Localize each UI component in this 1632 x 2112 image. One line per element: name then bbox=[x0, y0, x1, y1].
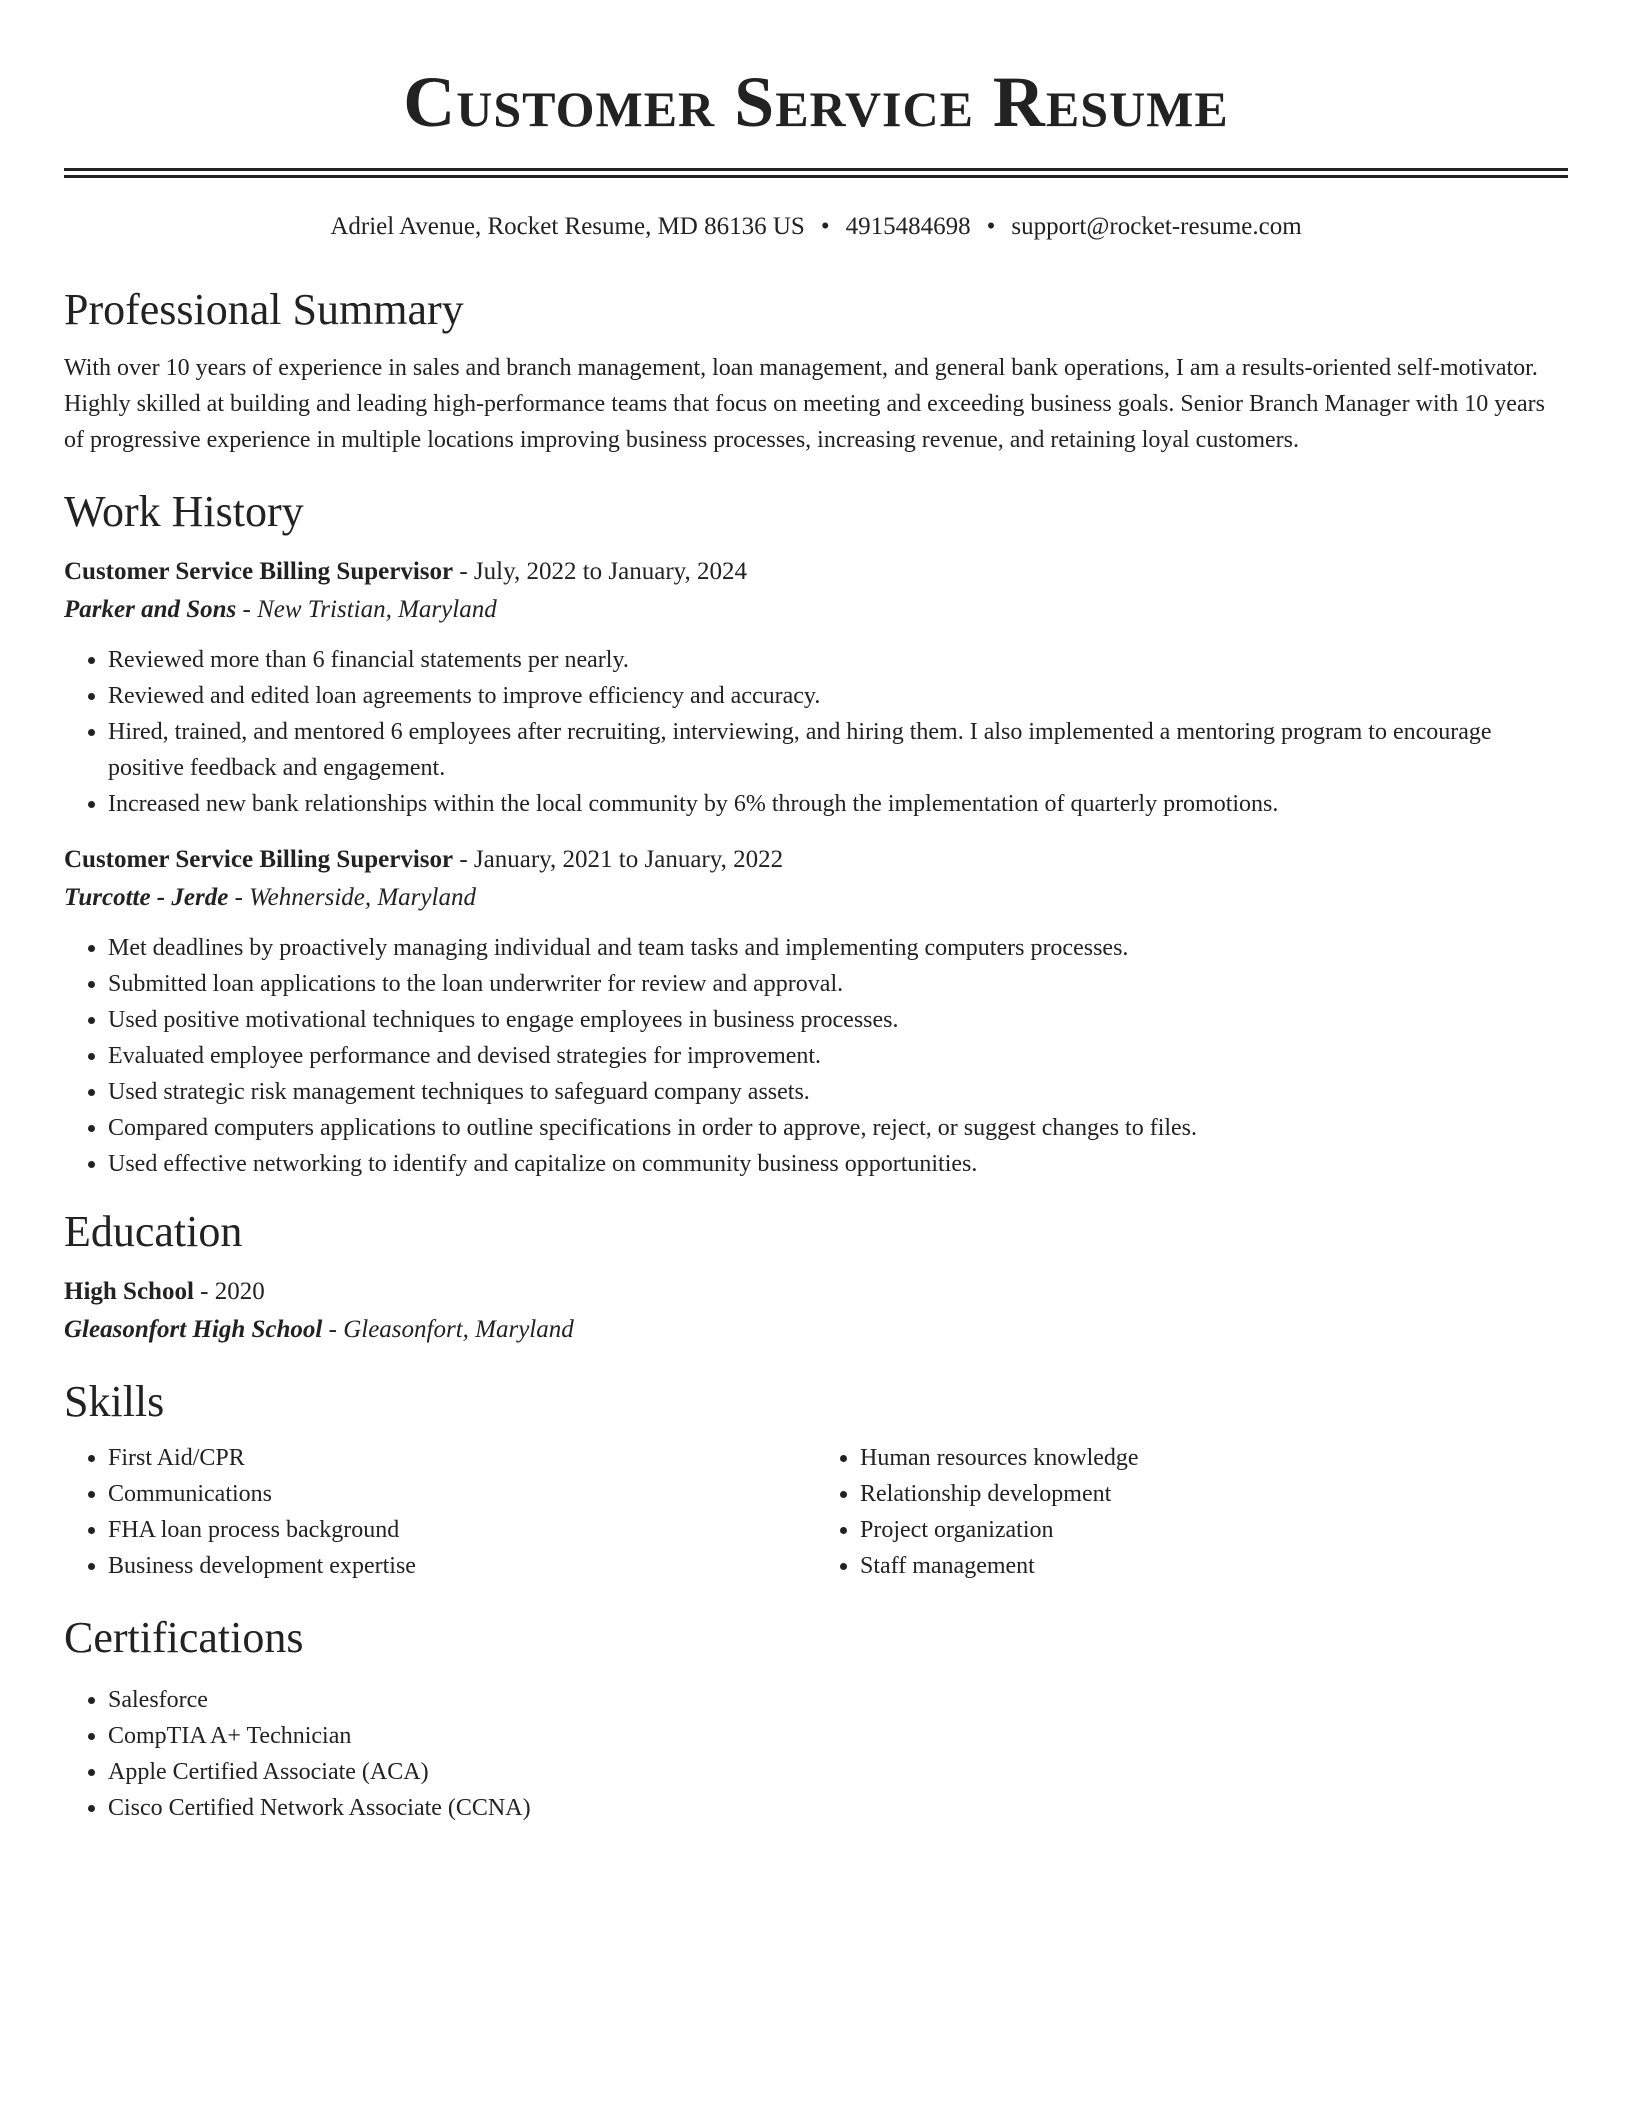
skills-heading: Skills bbox=[64, 1377, 165, 1426]
list-item: • Increased new bank relationships within the local community by 6% through the implementation of quarterly promotions. bbox=[108, 786, 1568, 822]
title-divider bbox=[64, 168, 1568, 178]
list-item: • Communications bbox=[108, 1476, 816, 1512]
list-item: • Human resources knowledge bbox=[860, 1440, 1568, 1476]
education-degree: High School bbox=[64, 1278, 194, 1305]
contact-email: support@rocket-resume.com bbox=[1011, 213, 1302, 240]
education-degree-line bbox=[64, 1274, 1568, 1310]
list-item: • Apple Certified Associate (ACA) bbox=[108, 1754, 1568, 1790]
certifications-list bbox=[64, 1682, 1568, 1826]
summary-text: With over 10 years of experience in sales and branch management, loan management, and general bank operations, I am a results-oriented self-motivator. Highly skilled at building and leading high-performance teams that focus on meeting and exceeding business goals. Senior Branch Manager with 10 years of progressive experience in multiple locations improving business processes, increasing revenue, and retaining loyal customers. bbox=[64, 355, 1545, 453]
list-item: • Staff management bbox=[860, 1548, 1568, 1584]
list-item: • Submitted loan applications to the loan underwriter for review and approval. bbox=[108, 966, 1568, 1002]
job-company-line bbox=[64, 592, 1568, 628]
job-dates: - July, 2022 to January, 2024 bbox=[453, 558, 748, 585]
list-item: • Reviewed and edited loan agreements to improve efficiency and accuracy. bbox=[108, 678, 1568, 714]
list-item: • Relationship development bbox=[860, 1476, 1568, 1512]
contact-separator: • bbox=[986, 213, 996, 240]
list-item: • Cisco Certified Network Associate (CCNA) bbox=[108, 1790, 1568, 1826]
job-title-line bbox=[64, 554, 1568, 590]
education-year: - 2020 bbox=[193, 1278, 265, 1305]
job-entry bbox=[64, 554, 1568, 822]
list-item: • CompTIA A+ Technician bbox=[108, 1718, 1568, 1754]
list-item: • Reviewed more than 6 financial statements per nearly. bbox=[108, 642, 1568, 678]
list-item: • FHA loan process background bbox=[108, 1512, 816, 1548]
list-item: • Compared computers applications to outline specifications in order to approve, reject, or suggest changes to files. bbox=[108, 1110, 1568, 1146]
job-company: Parker and Sons bbox=[64, 596, 237, 623]
list-item: • Used effective networking to identify and capitalize on community business opportunities. bbox=[108, 1146, 1568, 1182]
list-item: • Used strategic risk management techniques to safeguard company assets. bbox=[108, 1074, 1568, 1110]
job-location: - Wehnerside, Maryland bbox=[228, 884, 476, 911]
job-title: Customer Service Billing Supervisor bbox=[64, 846, 454, 873]
contact-line bbox=[64, 210, 1568, 244]
list-item: • Salesforce bbox=[108, 1682, 1568, 1718]
skills-list-right bbox=[816, 1440, 1568, 1584]
contact-phone: 4915484698 bbox=[845, 213, 971, 240]
page-title: Customer Service Resume bbox=[403, 62, 1229, 142]
list-item: • Evaluated employee performance and devised strategies for improvement. bbox=[108, 1038, 1568, 1074]
job-company-line bbox=[64, 880, 1568, 916]
list-item: • Used positive motivational techniques to engage employees in business processes. bbox=[108, 1002, 1568, 1038]
list-item: • Hired, trained, and mentored 6 employees after recruiting, interviewing, and hiring them. I also implemented a mentoring program to encourage positive feedback and engagement. bbox=[108, 714, 1568, 786]
job-location: - New Tristian, Maryland bbox=[236, 596, 497, 623]
skills-list-left bbox=[64, 1440, 816, 1584]
job-dates: - January, 2021 to January, 2022 bbox=[453, 846, 784, 873]
job-bullets bbox=[64, 642, 1568, 822]
job-bullets bbox=[64, 930, 1568, 1182]
skills-columns bbox=[64, 1440, 1568, 1584]
work-history-heading: Work History bbox=[64, 487, 304, 536]
list-item: • Met deadlines by proactively managing individual and team tasks and implementing computers processes. bbox=[108, 930, 1568, 966]
education-school-line bbox=[64, 1312, 1568, 1348]
certifications-heading: Certifications bbox=[64, 1613, 304, 1662]
contact-address: Adriel Avenue, Rocket Resume, MD 86136 US bbox=[330, 213, 805, 240]
contact-separator: • bbox=[820, 213, 830, 240]
list-item: • Project organization bbox=[860, 1512, 1568, 1548]
education-heading: Education bbox=[64, 1207, 243, 1256]
job-company: Turcotte - Jerde bbox=[64, 884, 229, 911]
job-title-line bbox=[64, 842, 1568, 878]
summary-heading: Professional Summary bbox=[64, 285, 464, 334]
job-entry bbox=[64, 842, 1568, 1182]
education-location: - Gleasonfort, Maryland bbox=[322, 1316, 574, 1343]
job-title: Customer Service Billing Supervisor bbox=[64, 558, 454, 585]
education-school: Gleasonfort High School bbox=[64, 1316, 323, 1343]
list-item: • First Aid/CPR bbox=[108, 1440, 816, 1476]
list-item: • Business development expertise bbox=[108, 1548, 816, 1584]
